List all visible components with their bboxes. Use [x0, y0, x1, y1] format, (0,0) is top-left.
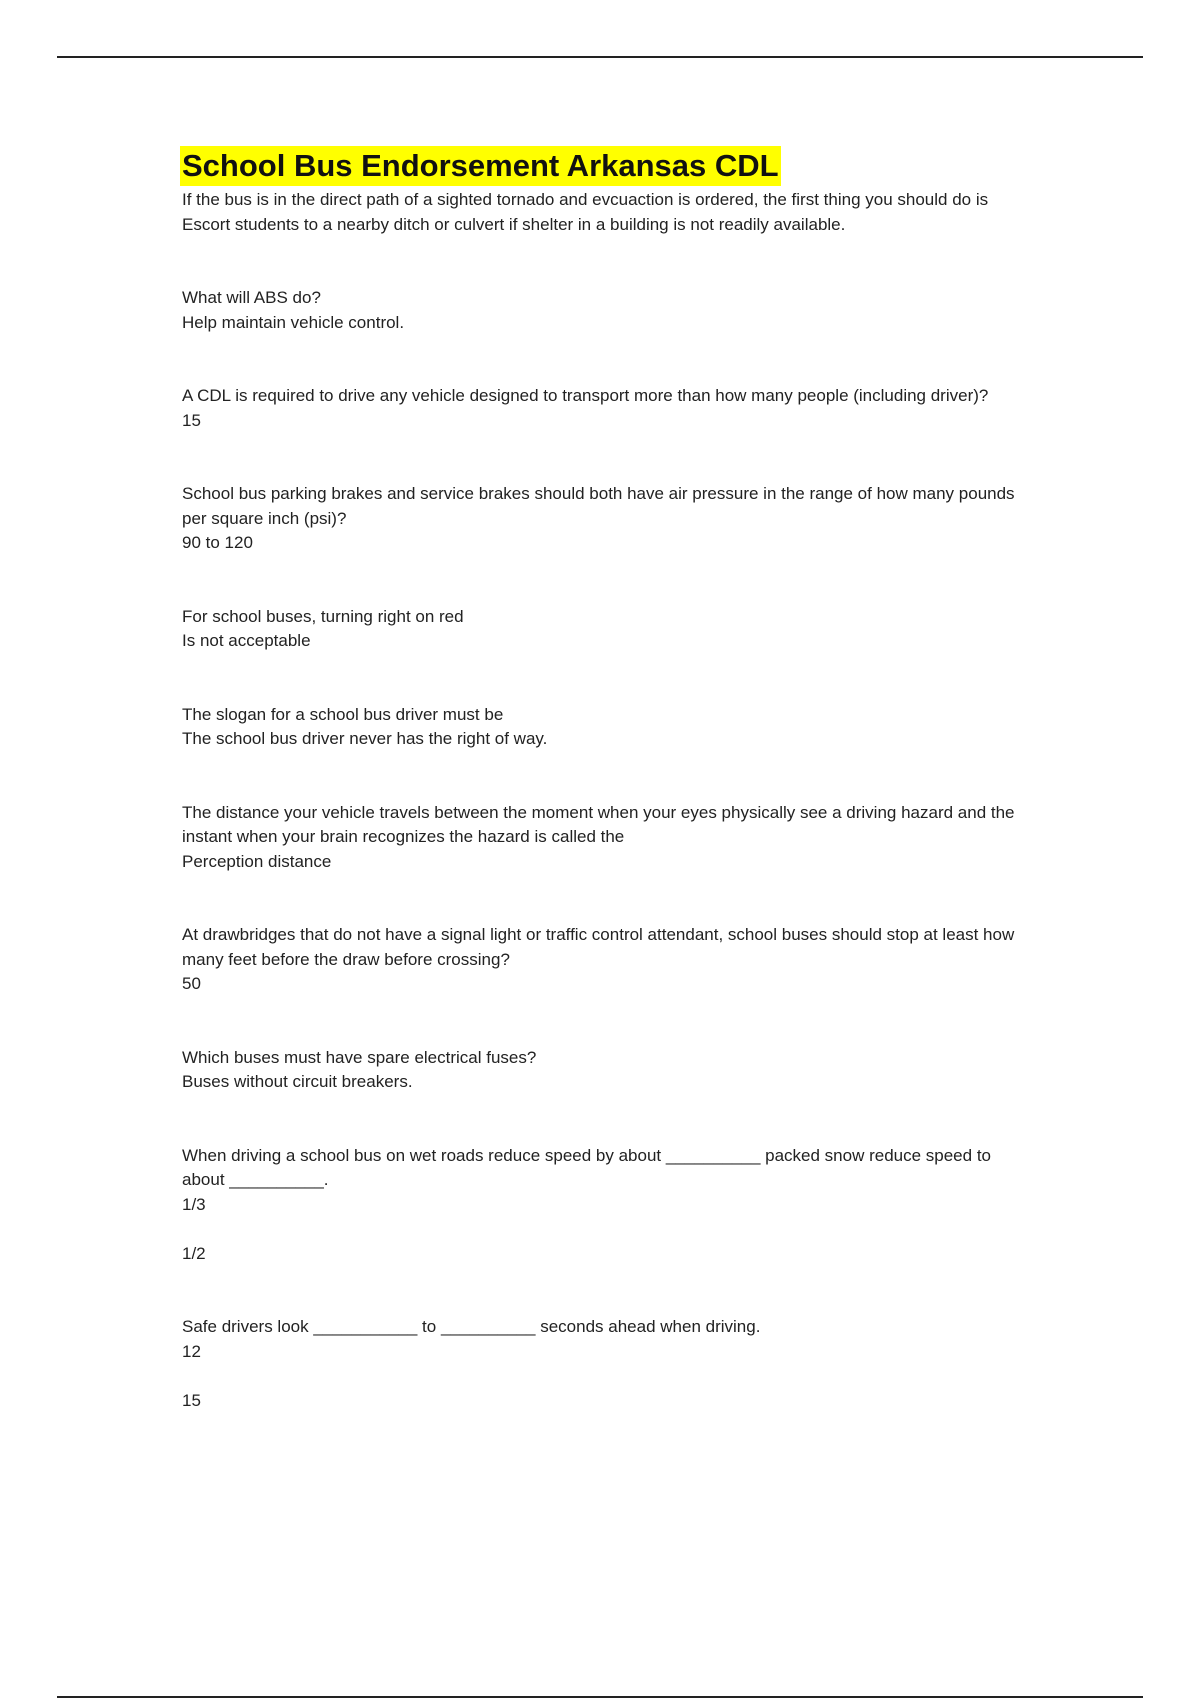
qa-item: [182, 188, 1032, 237]
answer-text: 15: [182, 1390, 201, 1410]
answer-text: 15: [182, 410, 201, 430]
qa-item: [182, 1315, 1032, 1413]
question-text: Safe drivers look ___________ to __________ seconds ahead when driving.: [182, 1317, 761, 1336]
question-text: When driving a school bus on wet roads reduce speed by about __________ packed snow reduce speed to about __________.: [182, 1145, 996, 1189]
document-body: [182, 146, 1032, 1413]
qa-item: [182, 1144, 1032, 1267]
question-text: Which buses must have spare electrical fuses?: [182, 1047, 537, 1067]
question-text: At drawbridges that do not have a signal light or traffic control attendant, school buses should stop at least how many feet before the draw before crossing?: [182, 925, 1019, 969]
question-text: If the bus is in the direct path of a sighted tornado and evcuaction is ordered, the first thing you should do is: [182, 190, 989, 209]
question-text: The slogan for a school bus driver must be: [182, 704, 504, 724]
qa-item: [182, 482, 1032, 556]
qa-item: [182, 286, 1032, 335]
qa-item: [182, 605, 1032, 654]
answer-text: Help maintain vehicle control.: [182, 312, 405, 332]
answer-text: 12: [182, 1341, 201, 1361]
answer-text: Perception distance: [182, 851, 332, 871]
question-text: For school buses, turning right on red: [182, 606, 464, 626]
question-text: A CDL is required to drive any vehicle designed to transport more than how many people (including driver)?: [182, 386, 989, 405]
qa-item: [182, 384, 1032, 433]
answer-text: Buses without circuit breakers.: [182, 1072, 413, 1091]
qa-item: [182, 801, 1032, 875]
answer-text: Escort students to a nearby ditch or culvert if shelter in a building is not readily available.: [182, 214, 846, 234]
header-rule: [57, 56, 1143, 58]
qa-item: [182, 1046, 1032, 1095]
question-text: What will ABS do?: [182, 288, 321, 307]
question-text: School bus parking brakes and service brakes should both have air pressure in the range of how many pounds per square inch (psi)?: [182, 484, 1020, 528]
answer-text: 1/3: [182, 1194, 206, 1214]
answer-text: 1/2: [182, 1243, 206, 1263]
answer-text: The school bus driver never has the right of way.: [182, 729, 548, 748]
document-title: School Bus Endorsement Arkansas CDL: [180, 146, 781, 186]
answer-text: Is not acceptable: [182, 631, 311, 650]
qa-item: [182, 703, 1032, 752]
qa-item: [182, 923, 1032, 997]
answer-text: 50: [182, 974, 201, 993]
footer-rule: [57, 1696, 1143, 1698]
question-text: The distance your vehicle travels between the moment when your eyes physically see a driving hazard and the instant when your brain recognizes the hazard is called the: [182, 802, 1020, 846]
answer-text: 90 to 120: [182, 533, 253, 552]
